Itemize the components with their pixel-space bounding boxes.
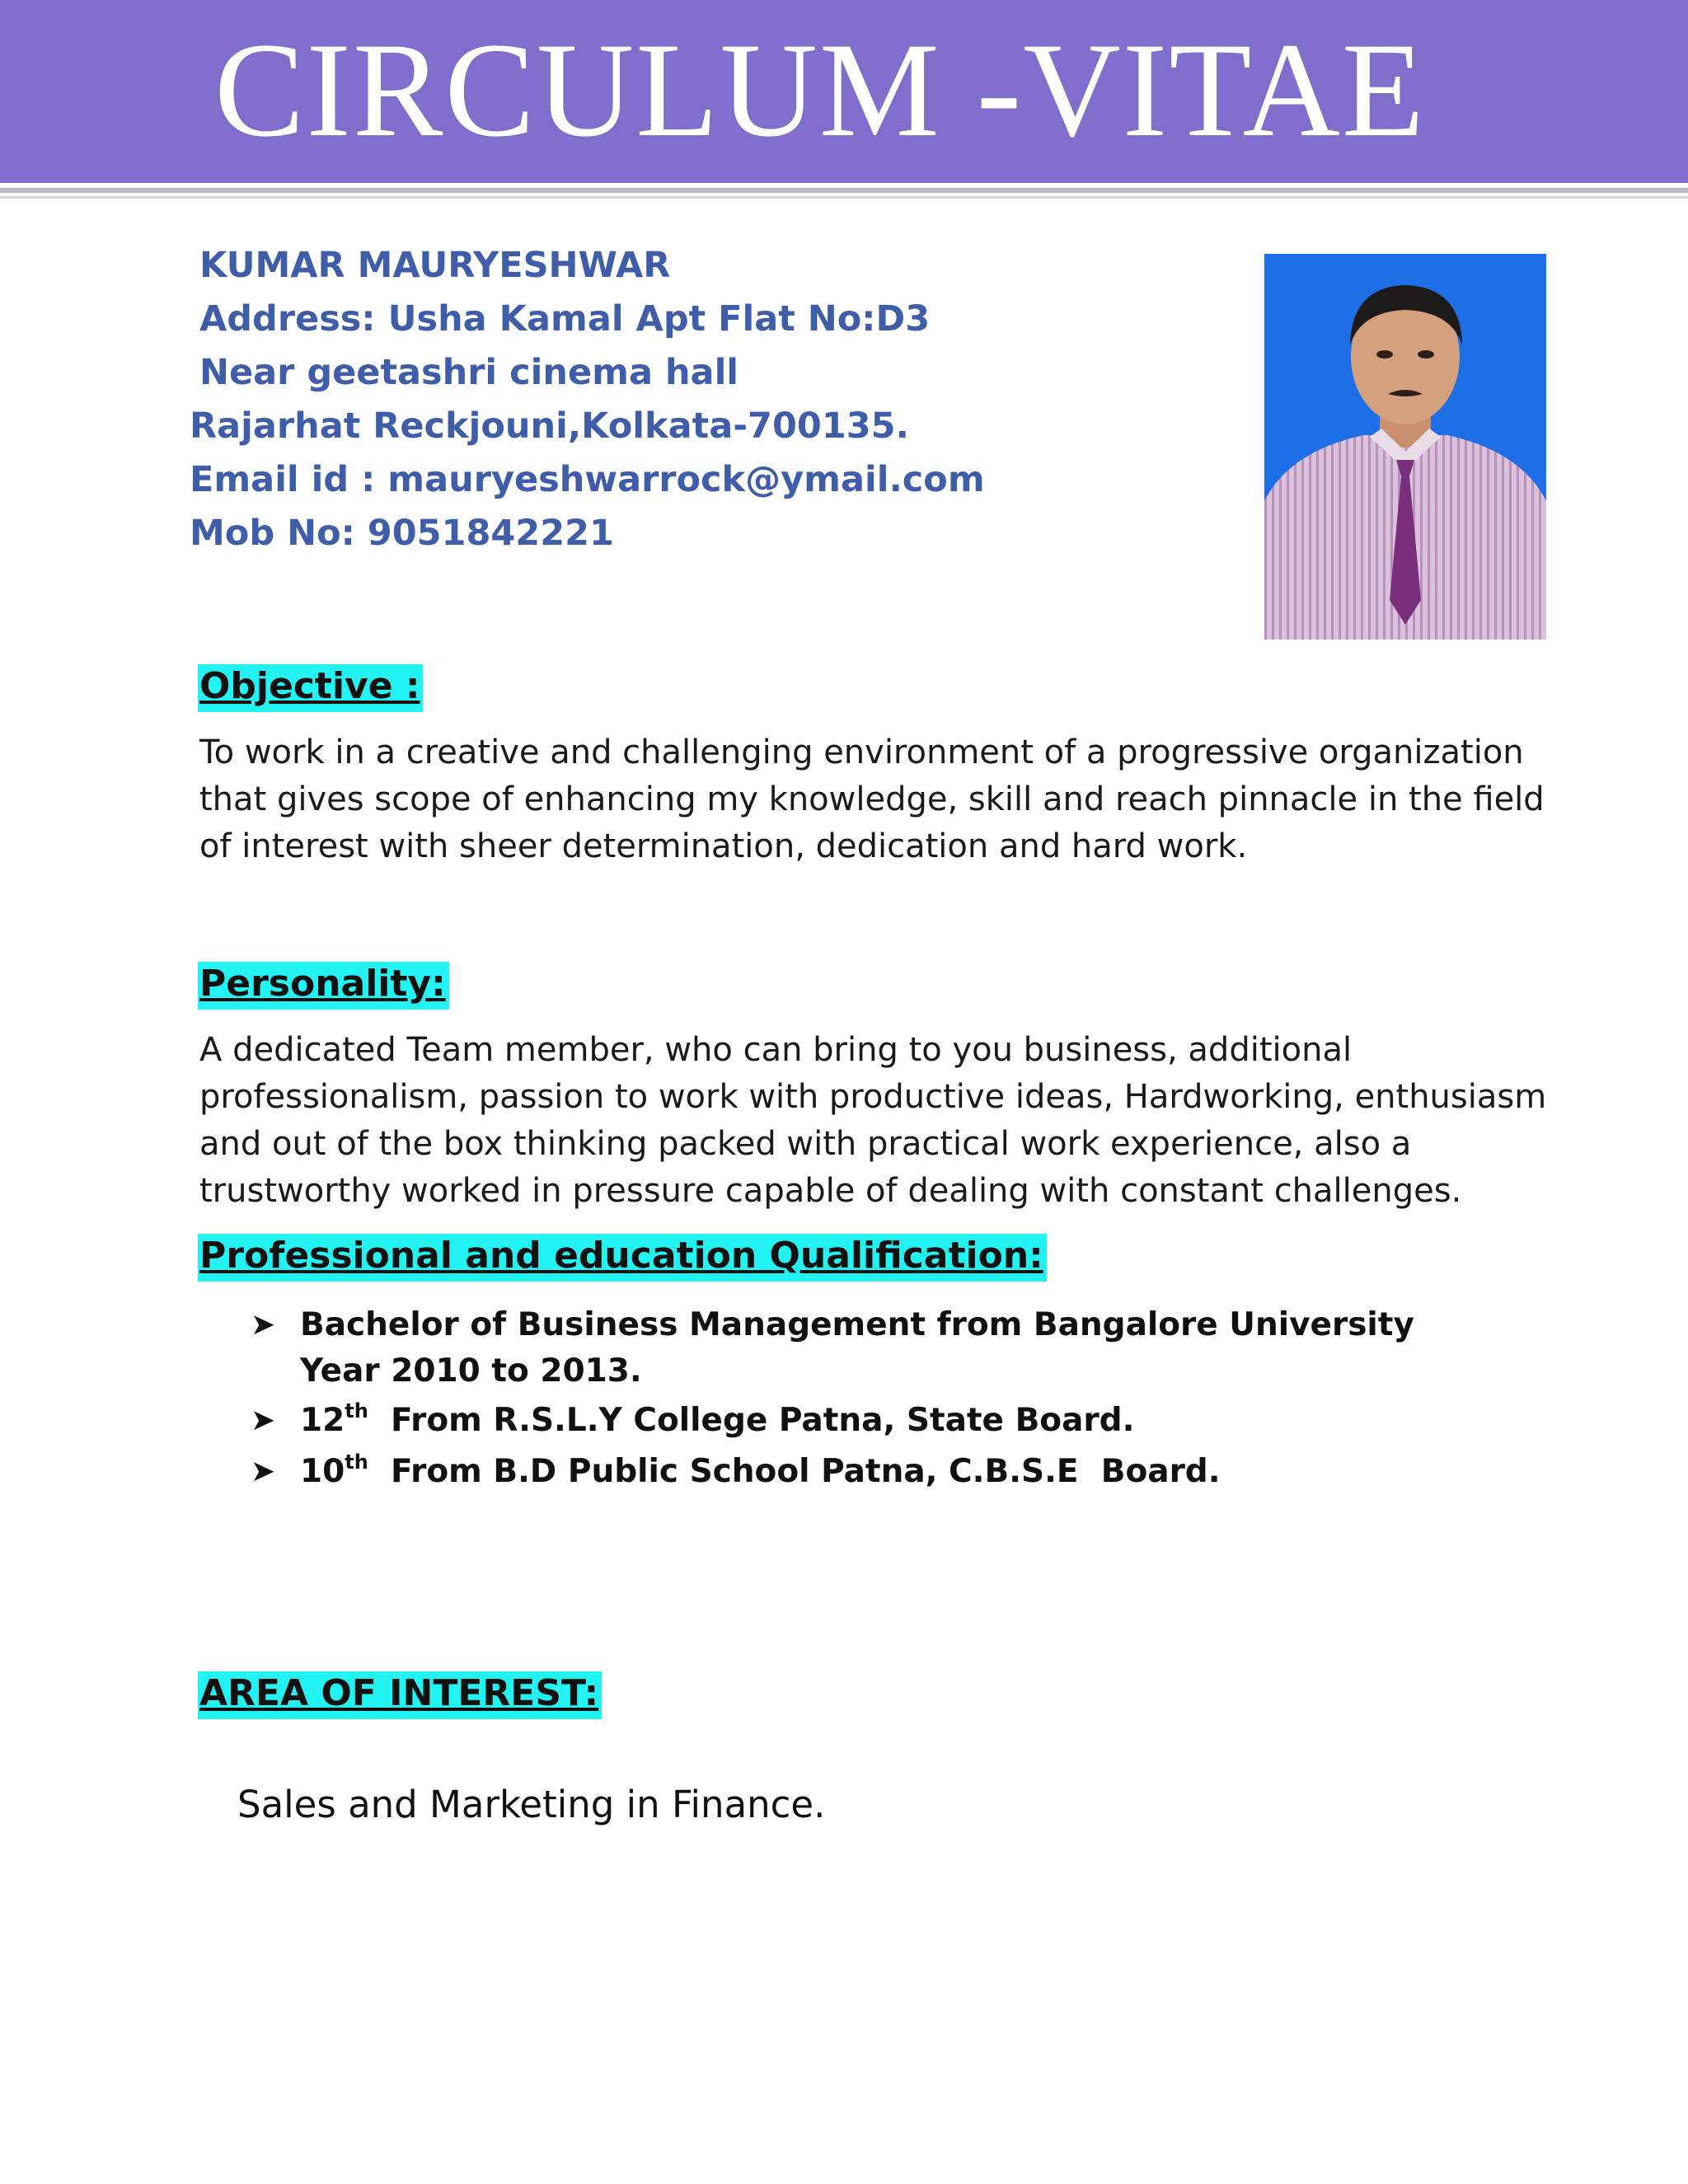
interest-heading: AREA OF INTEREST:: [198, 1671, 602, 1719]
grade-suffix: th: [345, 1451, 368, 1474]
list-item: [247, 1398, 1414, 1444]
arrow-bullet-icon: ➤: [251, 1455, 276, 1488]
address-line-3: Rajarhat Reckjouni,Kolkata-700135.: [190, 405, 909, 447]
qualification-year: Year 2010 to 2013.: [300, 1352, 642, 1390]
banner-divider-thin: [0, 196, 1688, 199]
arrow-bullet-icon: ➤: [251, 1308, 276, 1342]
qualification-text: Bachelor of Business Management from Bangalore University: [300, 1306, 1414, 1343]
personality-heading: Personality:: [198, 962, 449, 1010]
mobile-line: Mob No: 9051842221: [190, 513, 614, 554]
address-line-2: Near geetashri cinema hall: [199, 352, 739, 393]
grade-suffix: th: [345, 1399, 368, 1422]
qualification-text: From B.D Public School Patna, C.B.S.E Board.: [368, 1453, 1221, 1490]
banner-divider: [0, 188, 1688, 193]
qualification-grade: 10: [300, 1453, 345, 1490]
interest-text: Sales and Marketing in Finance.: [237, 1783, 826, 1826]
personality-text: [199, 1027, 1547, 1215]
objective-line: of interest with sheer determination, dedication and hard work.: [199, 827, 1248, 865]
qualification-heading: Professional and education Qualification:: [198, 1234, 1047, 1282]
address-line-1: Address: Usha Kamal Apt Flat No:D3: [199, 298, 931, 340]
personality-line: trustworthy worked in pressure capable of dealing with constant challenges.: [199, 1172, 1462, 1210]
arrow-bullet-icon: ➤: [251, 1404, 276, 1437]
objective-text: [199, 729, 1545, 870]
personality-line: and out of the box thinking packed with practical work experience, also a: [199, 1125, 1412, 1163]
objective-line: that gives scope of enhancing my knowledge, skill and reach pinnacle in the field: [199, 780, 1545, 818]
title-banner: [0, 0, 1688, 183]
objective-line: To work in a creative and challenging environment of a progressive organization: [199, 733, 1524, 771]
qualification-list: [247, 1302, 1414, 1495]
personality-line: professionalism, passion to work with productive ideas, Hardworking, enthusiasm: [199, 1078, 1547, 1116]
objective-heading: Objective :: [198, 664, 423, 712]
applicant-name: KUMAR MAURYESHWAR: [199, 245, 671, 286]
list-item: [247, 1302, 1414, 1394]
list-item: [247, 1449, 1414, 1495]
qualification-text: From R.S.L.Y College Patna, State Board.: [368, 1402, 1135, 1439]
qualification-grade: 12: [300, 1402, 345, 1439]
profile-photo: [1264, 254, 1546, 640]
email-line: Email id : mauryeshwarrock@ymail.com: [190, 459, 985, 500]
document-title: CIRCULUM -VITAE: [214, 16, 1426, 165]
personality-line: A dedicated Team member, who can bring to you business, additional: [199, 1031, 1353, 1069]
